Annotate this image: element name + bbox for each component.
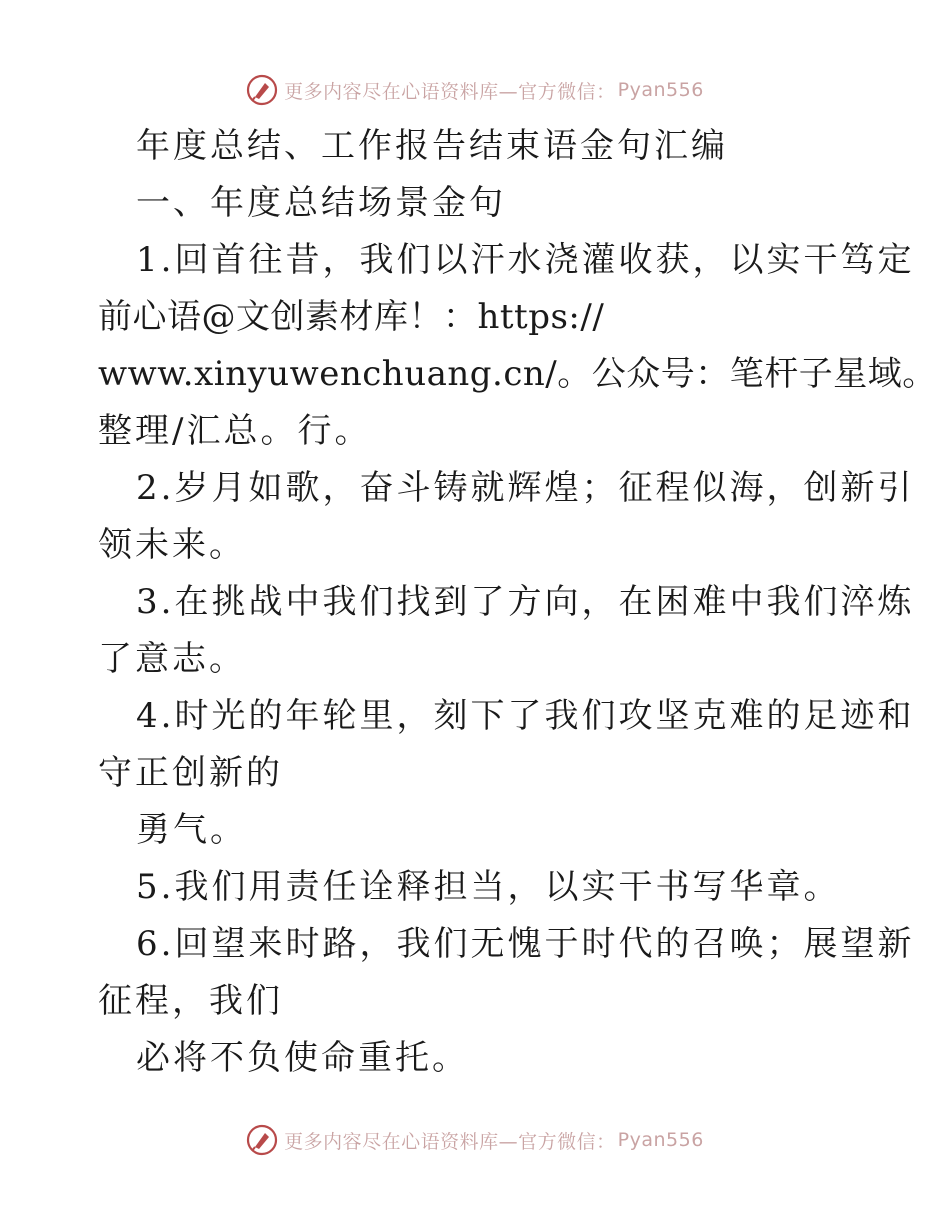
paragraph-line: 整理/汇总。行。 <box>98 411 372 451</box>
paragraph-line: 1.回首往昔，我们以汗水浇灌收获，以实干笃定 <box>136 240 915 280</box>
pen-nib-logo-icon <box>246 1124 278 1156</box>
paragraph-line: 了意志。 <box>98 639 246 679</box>
paragraph-line: 3.在挑战中我们找到了方向，在困难中我们淬炼 <box>136 582 915 622</box>
header-watermark <box>0 72 950 108</box>
watermark-text: 更多内容尽在心语资料库—官方微信： <box>284 1130 616 1153</box>
paragraph-line: 5.我们用责任诠释担当，以实干书写华章。 <box>136 867 841 907</box>
footer-watermark <box>0 1122 950 1158</box>
watermark-wechat-id: Pyan556 <box>617 1129 704 1151</box>
document-body <box>98 118 937 1087</box>
paragraph-line: 征程，我们 <box>98 981 283 1021</box>
document-title: 年度总结、工作报告结束语金句汇编 <box>136 126 728 166</box>
paragraph-line: 守正创新的 <box>98 753 283 793</box>
section-heading: 一、年度总结场景金句 <box>136 183 506 223</box>
watermark-wechat-id: Pyan556 <box>617 79 704 101</box>
paragraph-line: 勇气。 <box>136 810 247 850</box>
paragraph-line: 4.时光的年轮里，刻下了我们攻坚克难的足迹和 <box>136 696 915 736</box>
paragraph-line: 2.岁月如歌，奋斗铸就辉煌；征程似海，创新引 <box>136 468 915 508</box>
paragraph-line: 前心语@文创素材库！：https:// <box>98 297 605 337</box>
paragraph-line: 必将不负使命重托。 <box>136 1038 469 1078</box>
paragraph-line: 领未来。 <box>98 525 246 565</box>
pen-nib-logo-icon <box>246 74 278 106</box>
paragraph-line: www.xinyuwenchuang.cn/。公众号：笔杆子星域。 <box>98 354 937 394</box>
paragraph-line: 6.回望来时路，我们无愧于时代的召唤；展望新 <box>136 924 915 964</box>
watermark-text: 更多内容尽在心语资料库—官方微信： <box>284 80 616 103</box>
